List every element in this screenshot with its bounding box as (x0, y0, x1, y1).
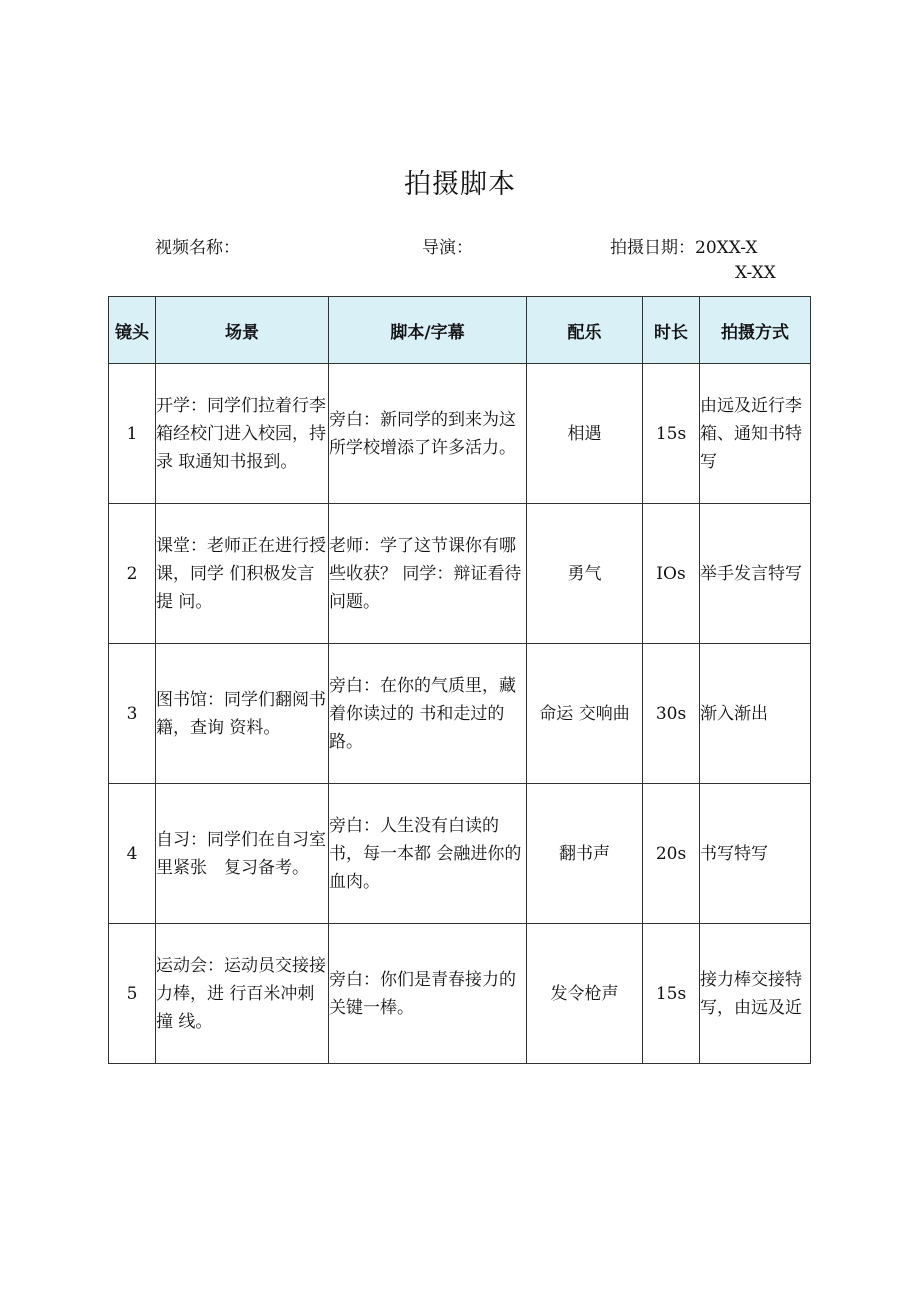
cell-duration: 15s (643, 364, 700, 504)
cell-method: 举手发言特写 (700, 504, 811, 644)
cell-script: 旁白：人生没有白读的书，每一本都 会融进你的血肉。 (329, 784, 527, 924)
cell-script: 旁白：在你的气质里，藏着你读过的 书和走过的路。 (329, 644, 527, 784)
cell-duration: IOs (643, 504, 700, 644)
cell-scene: 图书馆：同学们翻阅书籍，查询 资料。 (156, 644, 329, 784)
cell-scene: 自习：同学们在自习室里紧张 复习备考。 (156, 784, 329, 924)
cell-duration: 20s (643, 784, 700, 924)
header-shot: 镜头 (109, 297, 156, 364)
cell-duration: 15s (643, 924, 700, 1064)
header-music: 配乐 (527, 297, 643, 364)
cell-scene: 运动会：运动员交接接力棒，进 行百米冲刺撞 线。 (156, 924, 329, 1064)
cell-music: 勇气 (527, 504, 643, 644)
table-row (109, 924, 811, 1064)
cell-shot: 5 (109, 924, 156, 1064)
page-title: 拍摄脚本 (404, 169, 516, 200)
table-row (109, 784, 811, 924)
cell-method: 书写特写 (700, 784, 811, 924)
script-table (108, 296, 811, 1064)
cell-shot: 2 (109, 504, 156, 644)
cell-method: 接力棒交接特写，由远及近 (700, 924, 811, 1064)
cell-script: 老师：学了这节课你有哪些收获？ 同学：辩证看待问题。 (329, 504, 527, 644)
header-script: 脚本/字幕 (329, 297, 527, 364)
table-row (109, 504, 811, 644)
table-row (109, 644, 811, 784)
cell-scene: 课堂：老师正在进行授课，同学 们积极发言提 问。 (156, 504, 329, 644)
cell-duration: 30s (643, 644, 700, 784)
video-name-label: 视频名称： (155, 238, 240, 258)
shoot-date-label: 拍摄日期：20XX-X (610, 238, 758, 258)
cell-script: 旁白：你们是青春接力的关键一棒。 (329, 924, 527, 1064)
cell-shot: 3 (109, 644, 156, 784)
shoot-date-continuation: X-XX (735, 263, 776, 283)
header-duration: 时长 (643, 297, 700, 364)
cell-music: 翻书声 (527, 784, 643, 924)
cell-script: 旁白：新同学的到来为这所学校增添了许多活力。 (329, 364, 527, 504)
table-row (109, 364, 811, 504)
cell-shot: 4 (109, 784, 156, 924)
cell-method: 由远及近行李箱、通知书特写 (700, 364, 811, 504)
cell-scene: 开学：同学们拉着行李箱经校门进入校园，持录 取通知书报到。 (156, 364, 329, 504)
cell-music: 命运 交响曲 (527, 644, 643, 784)
director-label: 导演： (422, 238, 473, 258)
header-scene: 场景 (156, 297, 329, 364)
cell-music: 发令枪声 (527, 924, 643, 1064)
cell-shot: 1 (109, 364, 156, 504)
header-method: 拍摄方式 (700, 297, 811, 364)
table-header-row (109, 297, 811, 364)
cell-music: 相遇 (527, 364, 643, 504)
cell-method: 渐入渐出 (700, 644, 811, 784)
